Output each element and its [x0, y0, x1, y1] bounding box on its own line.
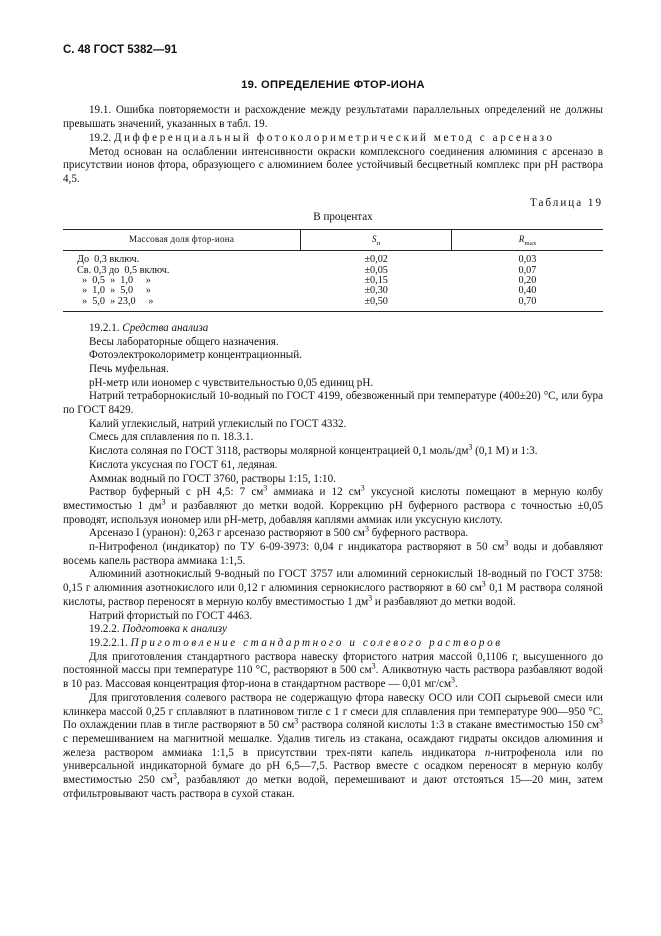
- spacer: [63, 312, 603, 322]
- superscript: 3: [294, 716, 299, 726]
- row-range: Св. 0,3 до 0,5 включ.: [77, 264, 170, 276]
- header-rmax-subscript: max: [524, 239, 537, 247]
- superscript: 3: [371, 661, 376, 671]
- row-sn: ±0,50: [301, 297, 452, 312]
- text-run: уксусной кислоты помещают в мерную колбу вместимостью 1 дм: [63, 486, 604, 512]
- superscript: 3: [360, 483, 365, 493]
- superscript: 3: [263, 483, 268, 493]
- standard-solution-paragraph: [63, 651, 603, 692]
- paragraph-number: 19.2.2.1.: [89, 636, 128, 649]
- list-item: Кислота уксусная по ГОСТ 61, ледяная.: [89, 458, 278, 471]
- header-sn-symbol: S: [371, 234, 377, 245]
- paragraph-number: 19.2.: [89, 131, 112, 144]
- text-run: Для приготовления солевого раствора не содержащую фтора навеску ОСО или СОП сырьевой смеси или клинкера массой 0,25 г сплавляют в платиновом тигле с 1 г смеси для сплавления при температуре 900—950 °С. По охлаждении плав в тигле растворяют в 50 см: [63, 691, 603, 732]
- row-rmax: 0,03: [518, 254, 537, 266]
- paragraph-19-2-heading: [63, 132, 603, 146]
- text-run: Алюминий азотнокислый 9-водный по ГОСТ 3757 или алюминий сернокислый 18-водный по ГОСТ 3758: 0,15 г алюминия азотнокислого или 0,12 г алюминия сернокислого растворяют в 60 см: [63, 568, 603, 595]
- header-rmax-symbol: R: [518, 234, 525, 245]
- table-caption: Таблица 19: [530, 196, 603, 209]
- text-run: и разбавляют до метки водой. Коррекцию pH буферного раствора с точностью ±0,05 проводят, используя иономер или pH-метр, добавляя каплями аммиак или уксусную кислоту.: [63, 499, 603, 526]
- list-item: Натрий тетраборнокислый 10-водный по ГОСТ 4199, обезвоженный при температуре (400±20) °С, или бура по ГОСТ 8429.: [63, 390, 603, 417]
- row-rmax: 0,07: [518, 264, 537, 276]
- superscript: 3: [368, 593, 373, 603]
- row-range: » 5,0 » 23,0 »: [63, 297, 301, 312]
- method-heading: Дифференциальный фотоколориметрический метод с арсеназо: [113, 131, 555, 144]
- text-run: п-Нитрофенол (индикатор) по ТУ 6-09-3973: 0,04 г индикатора растворяют в 50 см: [89, 541, 505, 554]
- text-run: . Аликвотную часть раствора разбавляют водой в 10 раз. Массовая концентрация фтор-иона в стандартном растворе — 0,01 мг/см: [63, 664, 603, 691]
- list-item: Смесь для сплавления по п. 18.3.1.: [89, 431, 254, 444]
- row-rmax: 0,70: [452, 297, 603, 312]
- text-run: буферного раствора.: [368, 527, 469, 540]
- salt-solution-paragraph: [63, 692, 603, 802]
- row-range: » 1,0 » 5,0 »: [77, 285, 151, 297]
- text-run: 0,1 М раствора соляной кислоты, раствор переносят в мерную колбу вместимостью 1 дм: [63, 582, 603, 608]
- superscript: 3: [364, 524, 369, 534]
- table-header-row: [63, 230, 603, 251]
- superscript: 3: [450, 675, 455, 685]
- table-row: [63, 297, 603, 312]
- superscript: 3: [481, 579, 486, 589]
- prep-subheading: [63, 637, 603, 651]
- text-run: Кислота соляная по ГОСТ 3118, растворы молярной концентрацией 0,1 моль/дм: [89, 445, 469, 458]
- text-run: и разбавляют до метки водой.: [372, 595, 516, 608]
- list-item: [63, 524, 603, 541]
- text-run: Для приготовления стандартного раствора навеску фтористого натрия массой 0,1106 г, высушенного до постоянной массы при температуре 110 °С, растворяют в 500 см: [63, 650, 603, 677]
- header-mass-fraction: Массовая доля фтор-иона: [63, 230, 301, 251]
- row-sn: ±0,15: [364, 274, 388, 286]
- row-range: » 0,5 » 1,0 »: [77, 274, 151, 286]
- text-run: -нитрофенола или по универсальной индикаторной бумаге до pH 6,5—7,5. Раствор вместе с осадком переносят в мерную колбу вместимостью 250 см: [63, 746, 603, 787]
- list-item: Фотоэлектроколориметр концентрационный.: [89, 349, 302, 362]
- row-rmax: 0,20: [518, 274, 537, 286]
- row-sn: ±0,05: [364, 264, 388, 276]
- means-heading: [63, 322, 603, 336]
- row-rmax: 0,40: [518, 285, 537, 297]
- table-row: [63, 286, 603, 296]
- prep-subtitle: Приготовление стандартного и солевого растворов: [130, 636, 503, 649]
- paragraph-19-1: 19.1. Ошибка повторяемости и расхождение между результатами параллельных определений не должны превышать значений, указанных в табл. 19.: [63, 104, 603, 131]
- superscript: 3: [172, 771, 177, 781]
- list-item: [63, 442, 603, 459]
- list-item: Весы лабораторные общего назначения.: [89, 335, 279, 348]
- list-item: [63, 538, 603, 568]
- text-run: , разбавляют до метки водой, перемешивают и дают отстояться 15—20 мин, затем отфильтровывают часть раствора в сухой стакан.: [63, 774, 603, 800]
- header-sn: [301, 230, 452, 251]
- superscript: 3: [161, 497, 166, 507]
- table-row: [63, 251, 603, 266]
- list-item: [63, 483, 604, 527]
- row-range: До 0,3 включ.: [77, 254, 140, 266]
- header-sn-subscript: п: [376, 239, 381, 247]
- prep-heading: [63, 623, 603, 637]
- superscript: 3: [599, 716, 603, 726]
- text-run: Арсеназо I (уранон): 0,263 г арсеназо растворяют в 500 см: [89, 527, 365, 540]
- text-run: с перемешиванием на магнитной мешалке. Удалив тигель из стакана, осаждают гидраты оксидов алюминия и железа раствором аммиака 1:1,5 в присутствии трех-пяти капель индикатора: [63, 732, 603, 759]
- superscript: 3: [468, 442, 473, 452]
- table-unit: В процентах: [313, 211, 373, 224]
- text-run: (0,1 М) и 1:3.: [472, 445, 538, 458]
- list-item: pH-метр или иономер с чувствительностью 0,05 единиц pH.: [89, 376, 374, 389]
- list-item: Печь муфельная.: [89, 362, 169, 375]
- paragraph-number: 19.2.2.: [89, 623, 120, 636]
- row-sn: ±0,02: [364, 254, 388, 266]
- list-item: Аммиак водный по ГОСТ 3760, растворы 1:15, 1:10.: [89, 472, 336, 485]
- section-title: 19. ОПРЕДЕЛЕНИЕ ФТОР-ИОНА: [241, 78, 425, 91]
- row-sn: ±0,30: [364, 285, 388, 297]
- prep-title: Подготовка к анализу: [122, 623, 227, 636]
- list-item: [63, 568, 603, 609]
- list-item: Калий углекислый, натрий углекислый по ГОСТ 4332.: [89, 417, 347, 430]
- superscript: 3: [504, 538, 509, 548]
- text-run: Раствор буферный с pH 4,5: 7 см: [89, 486, 264, 499]
- paragraph-19-2-text: Метод основан на ослаблении интенсивности окраски комплексного соединения алюминия с арсеназо в присутствии ионов фтора, образующего с алюминием более устойчивый бесцветный комплекс при pH раствора 4,5.: [63, 145, 603, 185]
- header-rmax: [452, 230, 603, 251]
- text-run: воды и добавляют восемь капель раствора аммиака 1:1,5.: [63, 541, 603, 567]
- text-run: аммиака и 12 см: [267, 486, 361, 499]
- paragraph-number: 19.2.1.: [89, 321, 120, 334]
- text-run: раствора соляной кислоты 1:3 в стакане вместимостью 150 см: [298, 719, 599, 732]
- running-head: С. 48 ГОСТ 5382—91: [63, 44, 178, 56]
- list-item: Натрий фтористый по ГОСТ 4463.: [89, 609, 253, 622]
- repeatability-table: [63, 229, 603, 312]
- means-title: Средства анализа: [122, 321, 209, 334]
- text-run: .: [454, 678, 458, 691]
- text-run: n: [484, 746, 491, 759]
